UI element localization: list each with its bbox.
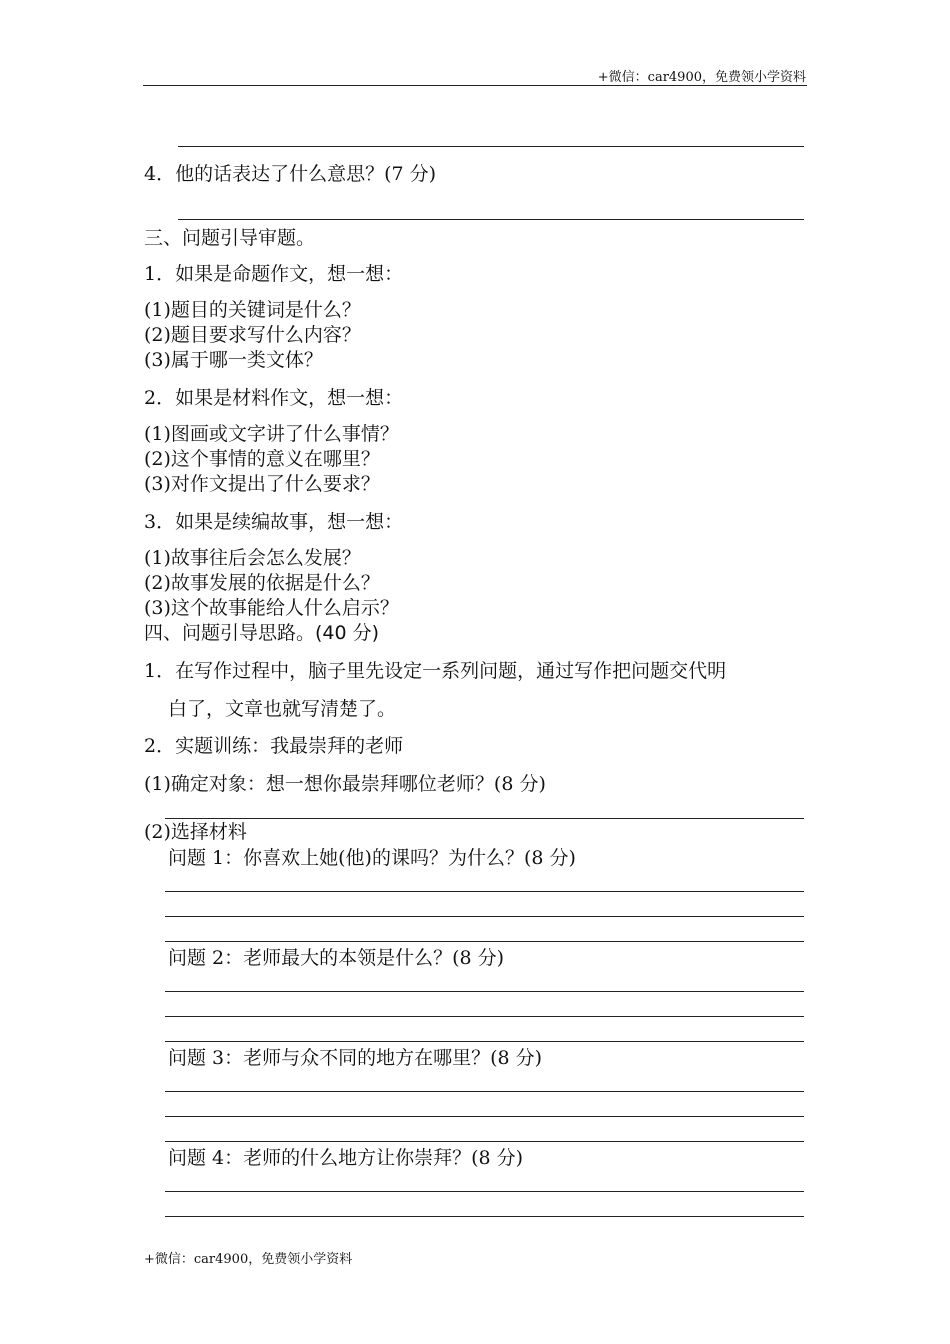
sub-item: (1)题目的关键词是什么？ <box>144 299 361 321</box>
answer-line <box>165 891 804 892</box>
sub-item-1: (1)确定对象：想一想你最崇拜哪位老师？(8 分) <box>144 773 546 795</box>
sub-item: (3)这个故事能给人什么启示？ <box>144 597 399 619</box>
sub-item: (2)题目要求写什么内容？ <box>144 324 361 346</box>
answer-line <box>165 1041 804 1042</box>
sub-item-2: (2)选择材料 <box>144 821 247 843</box>
section-4-item-1: 1．在写作过程中，脑子里先设定一系列问题，通过写作把问题交代明 <box>144 660 727 682</box>
question-3: 问题 3：老师与众不同的地方在哪里？(8 分) <box>168 1047 543 1069</box>
page-header-text: +微信：car4900，免费领小学资料 <box>597 70 806 85</box>
question-4: 问题 4：老师的什么地方让你崇拜？(8 分) <box>168 1147 524 1169</box>
sub-item: (2)故事发展的依据是什么？ <box>144 572 380 594</box>
sub-item: (1)故事往后会怎么发展？ <box>144 547 361 569</box>
question-4: 4．他的话表达了什么意思？(7 分) <box>144 163 437 185</box>
sub-item: (3)属于哪一类文体？ <box>144 349 323 371</box>
section-4-item-1-cont: 白了，文章也就写清楚了。 <box>168 698 397 720</box>
section-4-title: 四、问题引导思路。(40 分) <box>144 622 380 644</box>
answer-line <box>178 219 804 220</box>
answer-line <box>165 991 804 992</box>
sub-item: (2)这个事情的意义在哪里？ <box>144 448 380 470</box>
answer-line <box>165 1116 804 1117</box>
section-3-title: 三、问题引导审题。 <box>144 227 316 249</box>
answer-line <box>165 1091 804 1092</box>
sub-item: (3)对作文提出了什么要求？ <box>144 473 380 495</box>
question-1: 问题 1：你喜欢上她(他)的课吗？为什么？(8 分) <box>168 847 576 869</box>
sub-item: (1)图画或文字讲了什么事情？ <box>144 423 399 445</box>
header-rule <box>143 85 807 86</box>
page-footer-text: +微信：car4900，免费领小学资料 <box>144 1252 353 1267</box>
answer-line <box>165 941 804 942</box>
answer-line <box>165 1191 804 1192</box>
question-2: 问题 2：老师最大的本领是什么？(8 分) <box>168 947 505 969</box>
answer-line <box>165 1216 804 1217</box>
section-3-item-3: 3．如果是续编故事，想一想： <box>144 511 404 533</box>
answer-line <box>165 1016 804 1017</box>
answer-line <box>165 818 804 819</box>
answer-line <box>165 1141 804 1142</box>
section-4-item-2: 2．实题训练：我最崇拜的老师 <box>144 735 404 757</box>
answer-line <box>178 146 804 147</box>
section-3-item-2: 2．如果是材料作文，想一想： <box>144 387 404 409</box>
answer-line <box>165 916 804 917</box>
section-3-item-1: 1．如果是命题作文，想一想： <box>144 263 404 285</box>
